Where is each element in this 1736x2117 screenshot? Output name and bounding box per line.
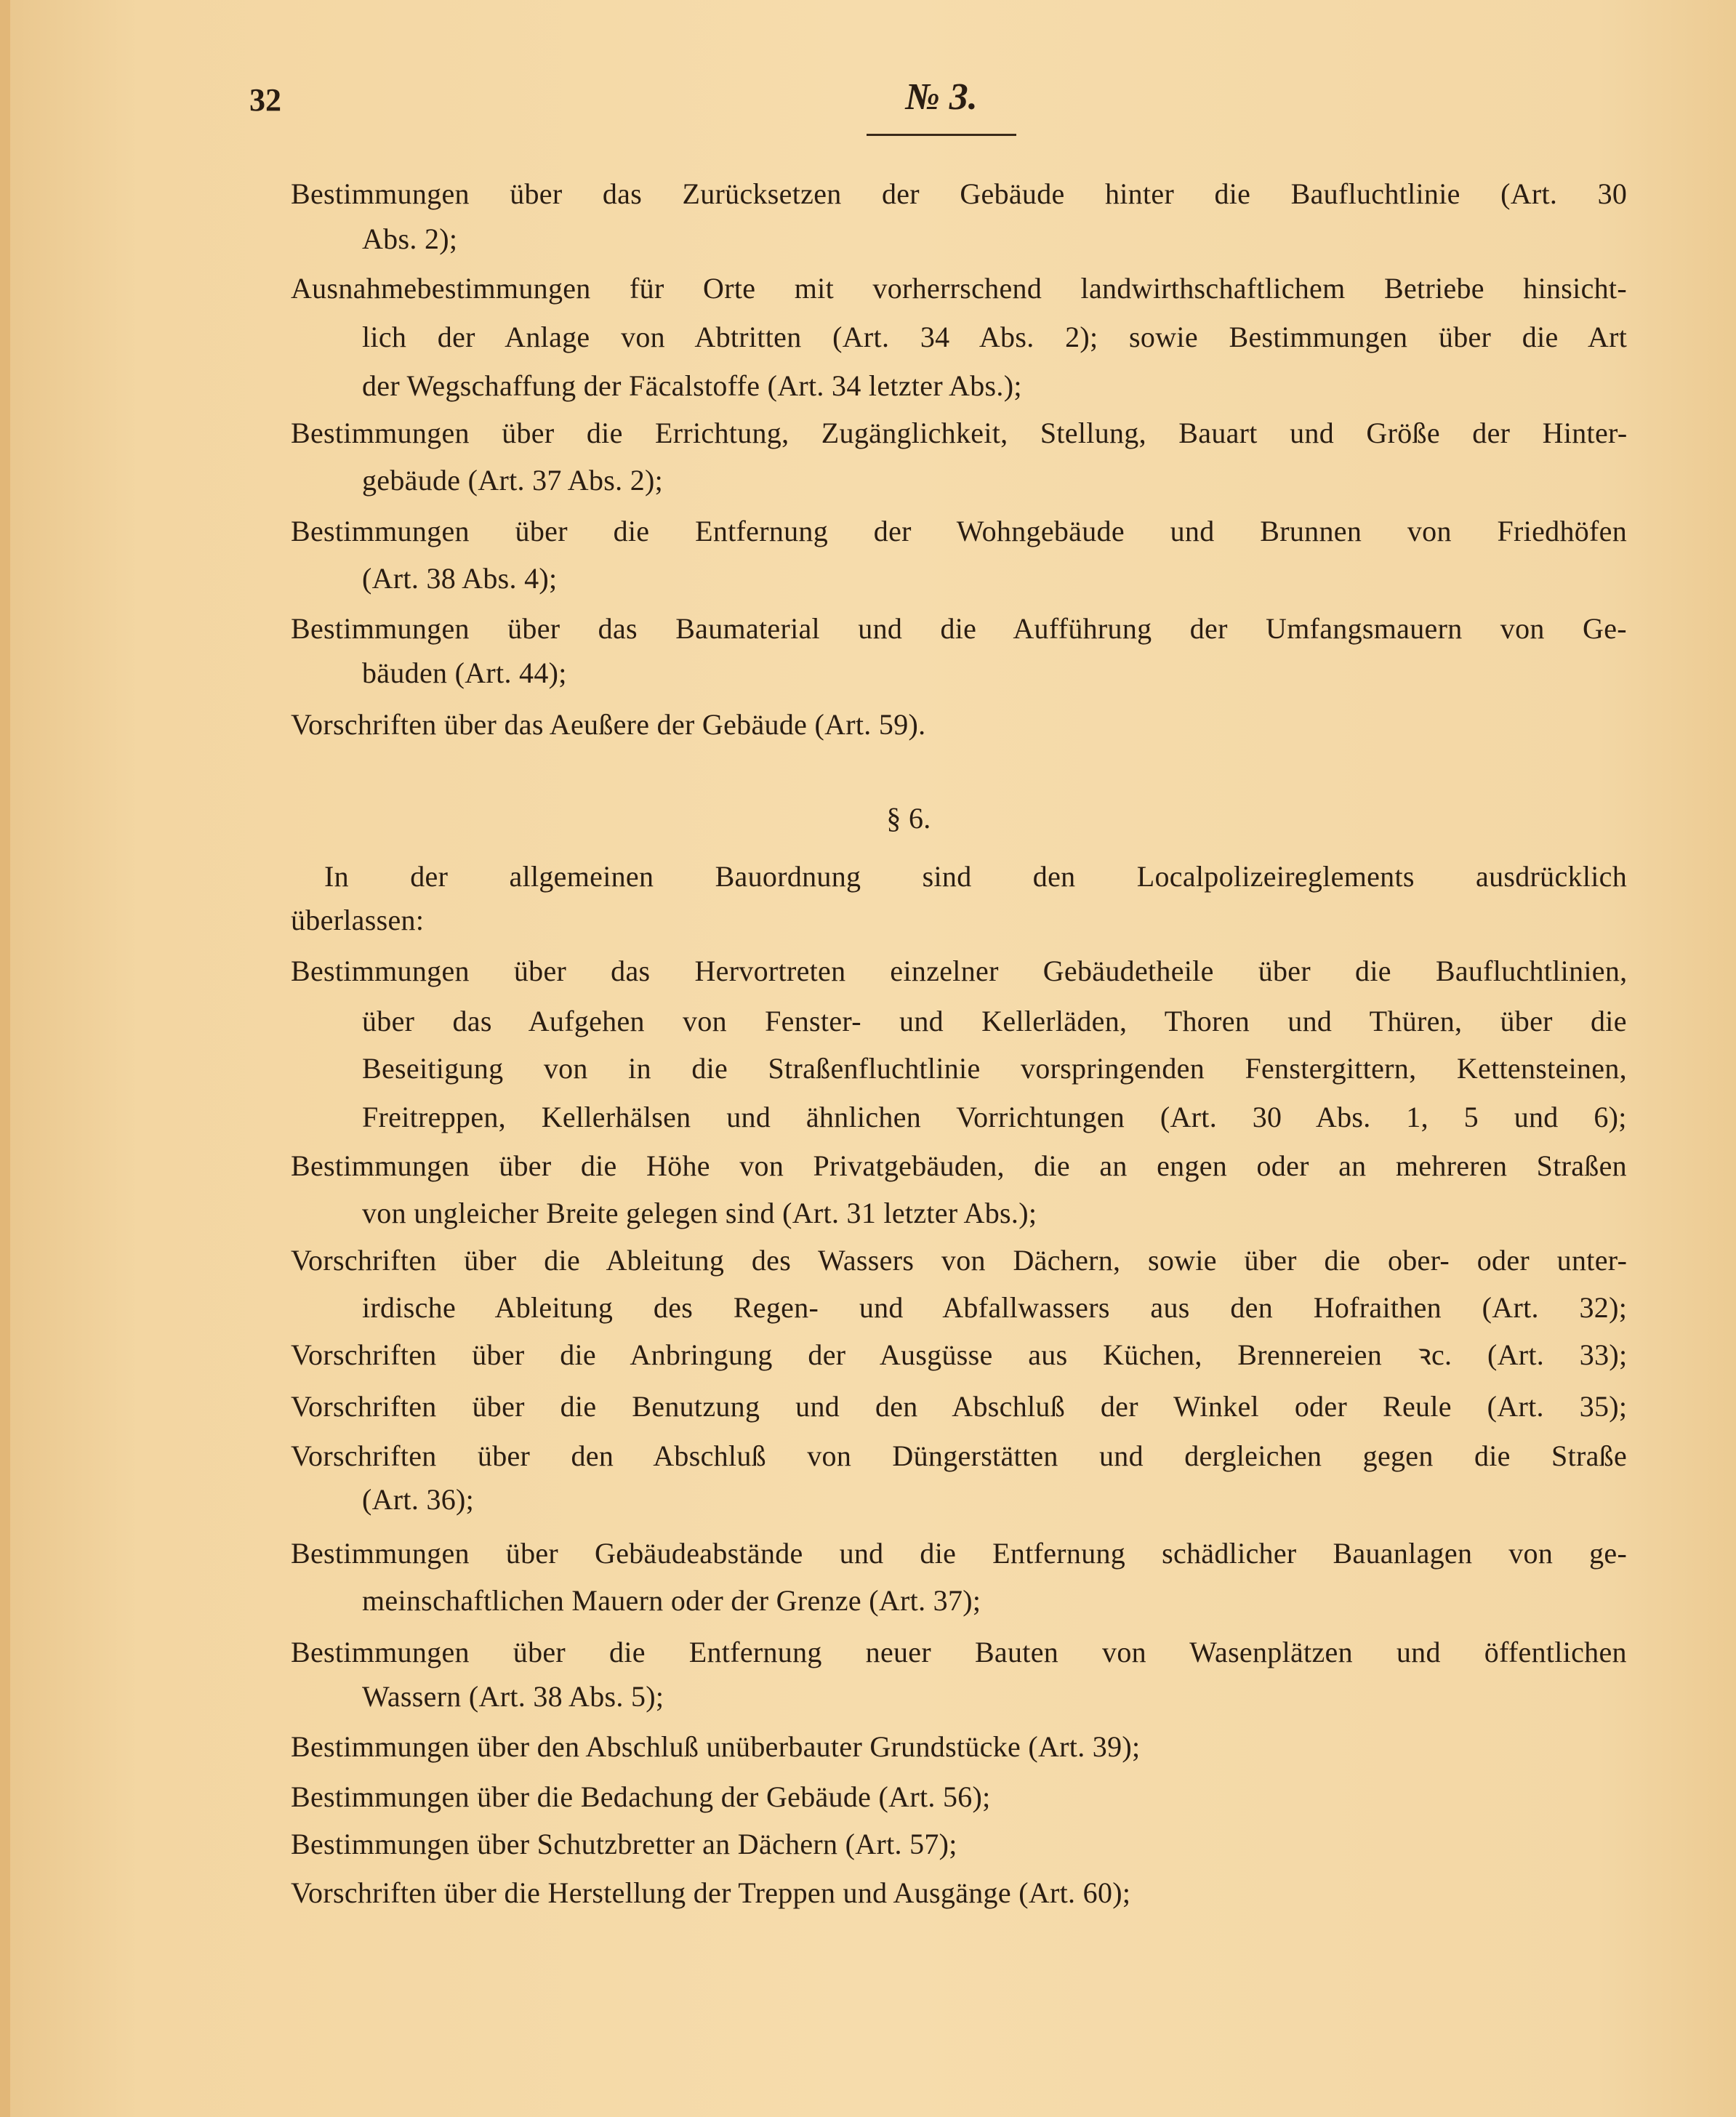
text-line: überlassen: — [291, 904, 425, 936]
text-line: Bestimmungen über das Hervortreten einzelner Gebäudetheile über die Baufluchtlinien, — [291, 955, 1628, 987]
page-number: 32 — [249, 82, 281, 118]
text-line: Bestimmungen über Gebäudeabstände und die Entfernung schädlicher Bauanlagen von ge- — [291, 1537, 1628, 1570]
page-edge — [0, 0, 10, 2117]
text-line: über das Aufgehen von Fenster- und Kellerläden, Thoren und Thüren, über die — [362, 1005, 1627, 1037]
text-line: Vorschriften über den Abschluß von Düngerstätten und dergleichen gegen die Straße — [291, 1439, 1628, 1472]
text-line: Bestimmungen über die Errichtung, Zugänglichkeit, Stellung, Bauart und Größe der Hinter- — [291, 417, 1628, 449]
text-line: bäuden (Art. 44); — [362, 656, 567, 689]
section-heading: § 6. — [886, 802, 931, 835]
text-line: Bestimmungen über die Entfernung der Wohngebäude und Brunnen von Friedhöfen — [291, 515, 1628, 547]
text-line: irdische Ableitung des Regen- und Abfallwassers aus den Hofraithen (Art. 32); — [362, 1291, 1628, 1324]
text-line: Abs. 2); — [362, 222, 458, 255]
text-line: gebäude (Art. 37 Abs. 2); — [362, 464, 664, 497]
text-line: Bestimmungen über den Abschluß unüberbauter Grundstücke (Art. 39); — [291, 1730, 1141, 1763]
text-line: Bestimmungen über die Bedachung der Gebäude (Art. 56); — [291, 1780, 991, 1813]
text-line: Ausnahmebestimmungen für Orte mit vorherrschend landwirthschaftlichem Betriebe hinsicht- — [291, 272, 1627, 305]
text-line: Bestimmungen über Schutzbretter an Dächern (Art. 57); — [291, 1828, 957, 1860]
text-line: In der allgemeinen Bauordnung sind den Localpolizeireglements ausdrücklich — [324, 860, 1628, 893]
issue-number: № 3. — [905, 76, 978, 118]
text-line: (Art. 36); — [362, 1483, 475, 1516]
text-line: Bestimmungen über das Baumaterial und die Aufführung der Umfangsmauern von Ge- — [291, 612, 1627, 645]
text-line: Vorschriften über die Benutzung und den Abschluß der Winkel oder Reule (Art. 35); — [291, 1390, 1628, 1423]
text-line: Vorschriften über das Aeußere der Gebäude (Art. 59). — [291, 708, 926, 741]
text-line: (Art. 38 Abs. 4); — [362, 562, 558, 595]
header-rule — [867, 134, 1016, 136]
text-line: Bestimmungen über das Zurücksetzen der Gebäude hinter die Baufluchtlinie (Art. 30 — [291, 177, 1628, 210]
text-line: Vorschriften über die Anbringung der Ausgüsse aus Küchen, Brennereien ꝛc. (Art. 33); — [291, 1338, 1628, 1371]
text-line: lich der Anlage von Abtritten (Art. 34 Abs. 2); sowie Bestimmungen über die Art — [362, 321, 1628, 353]
text-line: Freitreppen, Kellerhälsen und ähnlichen Vorrichtungen (Art. 30 Abs. 1, 5 und 6); — [362, 1101, 1627, 1133]
text-line: Bestimmungen über die Höhe von Privatgebäuden, die an engen oder an mehreren Straßen — [291, 1149, 1627, 1182]
text-line: von ungleicher Breite gelegen sind (Art. 31 letzter Abs.); — [362, 1197, 1037, 1229]
text-line: Beseitigung von in die Straßenfluchtlinie vorspringenden Fenstergittern, Kettensteinen, — [362, 1052, 1627, 1085]
text-line: Bestimmungen über die Entfernung neuer Bauten von Wasenplätzen und öffentlichen — [291, 1636, 1627, 1668]
text-line: Vorschriften über die Herstellung der Treppen und Ausgänge (Art. 60); — [291, 1876, 1131, 1909]
text-line: Vorschriften über die Ableitung des Wassers von Dächern, sowie über die ober- oder unter- — [291, 1244, 1628, 1277]
text-line: Wassern (Art. 38 Abs. 5); — [362, 1680, 664, 1713]
text-line: der Wegschaffung der Fäcalstoffe (Art. 34 letzter Abs.); — [362, 369, 1022, 402]
text-line: meinschaftlichen Mauern oder der Grenze (Art. 37); — [362, 1584, 981, 1617]
